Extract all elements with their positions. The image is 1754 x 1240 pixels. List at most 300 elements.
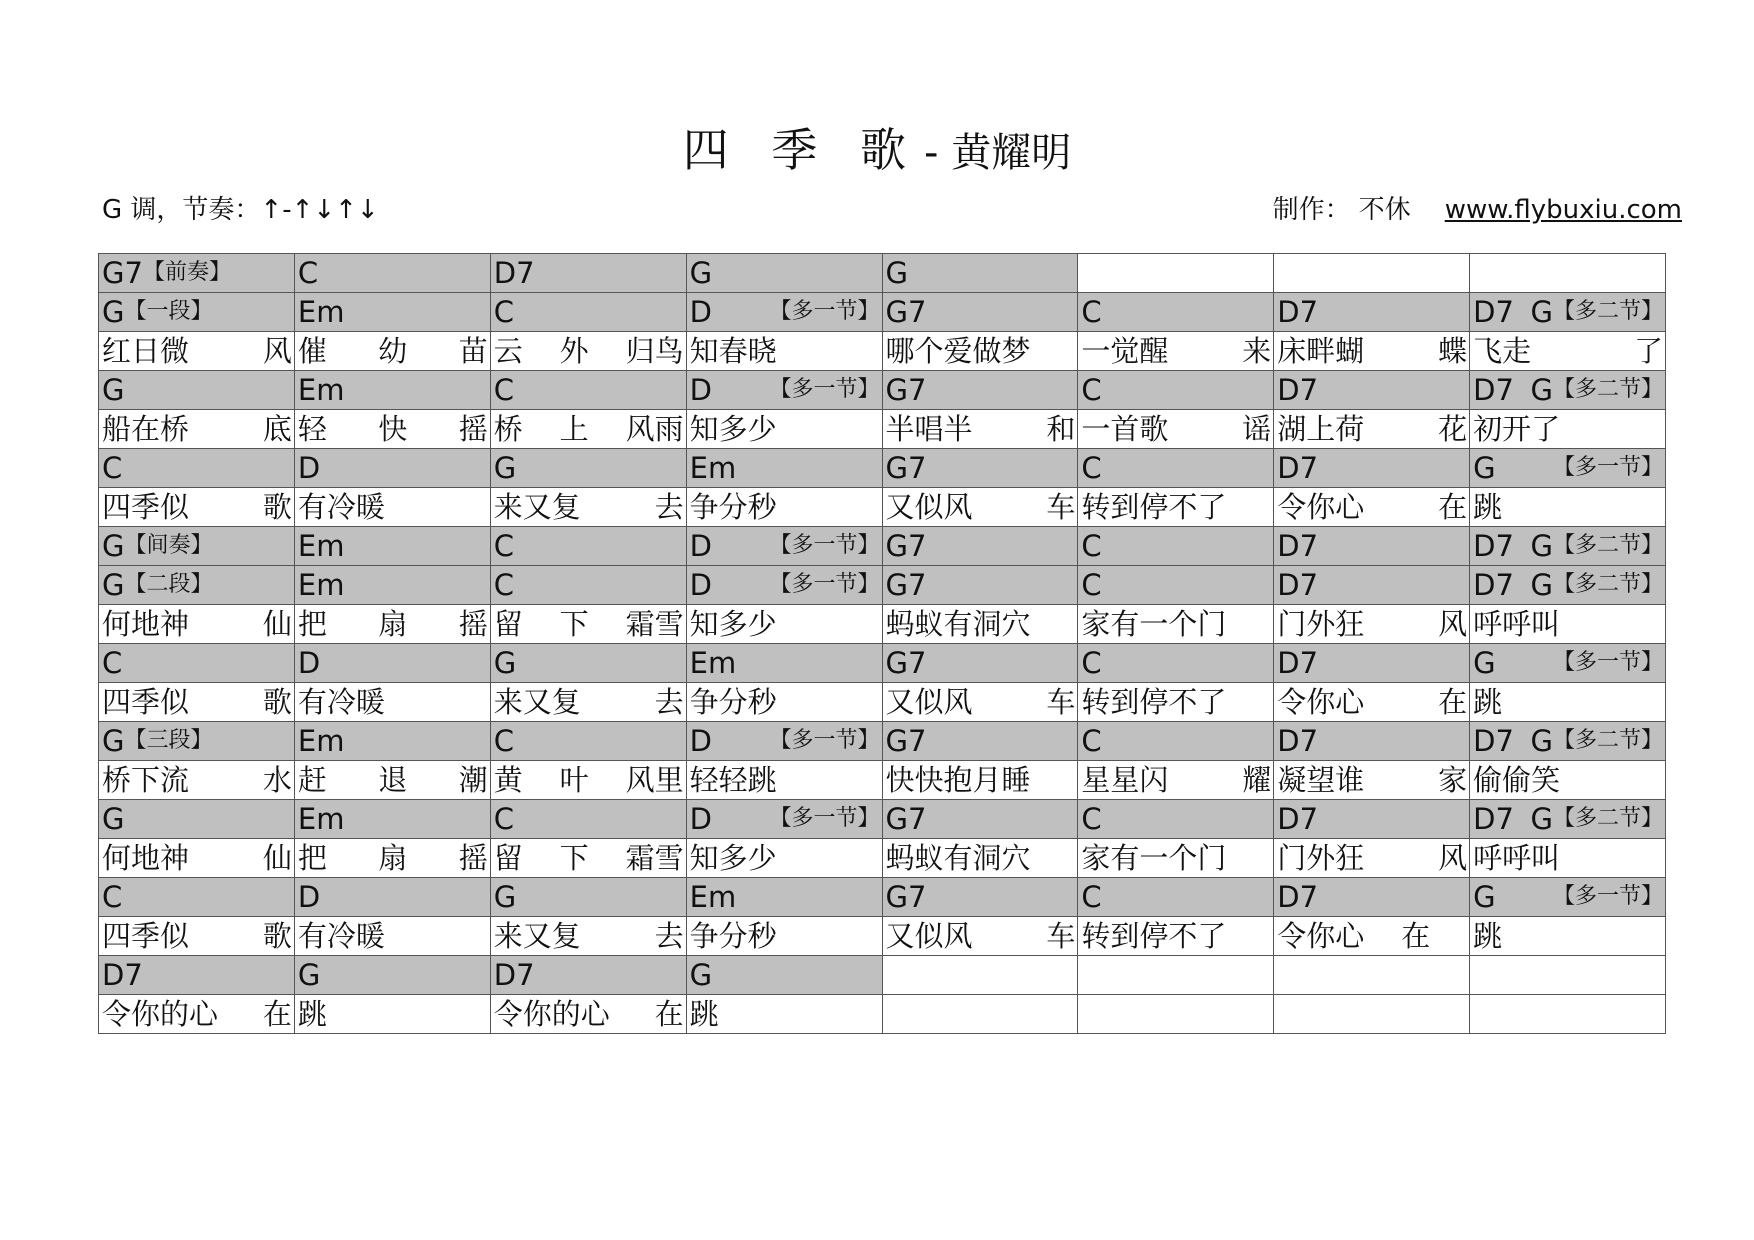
lyric-cell: [1470, 683, 1666, 722]
lyric-cell: [99, 332, 295, 371]
lyric-text: 风: [262, 334, 292, 368]
maker-name: 不休: [1358, 195, 1411, 225]
chord-name: C: [493, 568, 514, 602]
lyric-cell: [1470, 839, 1666, 878]
lyric-cell: [686, 839, 882, 878]
lyric-text: 又似风: [885, 490, 973, 524]
chord-cell: [882, 566, 1078, 605]
chord-name: D7: [1277, 724, 1319, 758]
chord-name: D7: [102, 958, 143, 992]
lyric-cell: [99, 917, 295, 956]
chord-name: Em: [297, 802, 345, 836]
chord-cell: [1470, 371, 1666, 410]
chord-cell: [294, 800, 490, 839]
chord-name: C: [297, 256, 319, 290]
lyric-text: 去: [654, 490, 684, 524]
empty-cell: [1470, 254, 1666, 293]
section-label: 【一段】: [124, 299, 213, 324]
chord-name: G: [1530, 568, 1553, 602]
chord-name: G: [102, 724, 125, 758]
lyric-text: 知春晓: [689, 334, 777, 368]
chord-name: C: [1081, 529, 1102, 563]
lyric-text: 知多少: [689, 607, 777, 641]
chord-name: D7: [1277, 802, 1319, 836]
lyric-cell: [490, 761, 686, 800]
chord-name: G: [493, 646, 517, 680]
empty-cell: [1274, 254, 1470, 293]
lyric-text: 初开了: [1473, 412, 1561, 446]
lyric-text: 有冷暖: [297, 685, 385, 719]
chord-name: C: [1081, 724, 1102, 758]
lyric-text: 赶: [297, 763, 327, 797]
chord-cell: [1470, 878, 1666, 917]
lyric-text: 跳: [1473, 685, 1503, 719]
empty-cell: [882, 956, 1078, 995]
lyric-text: 来: [1242, 334, 1272, 368]
chord-cell: [99, 527, 295, 566]
chord-name: D: [689, 529, 712, 563]
lyric-text: 底: [262, 412, 292, 446]
lyric-text: 快快抱月睡: [885, 763, 1031, 797]
chord-cell: [686, 371, 882, 410]
lyric-cell: [686, 605, 882, 644]
chord-cell: [99, 566, 295, 605]
chord-name: G: [1473, 880, 1496, 914]
lyric-cell: [1078, 410, 1274, 449]
lyric-text: 令你心: [1277, 685, 1365, 719]
chord-name: G7: [885, 373, 927, 407]
chord-cell: [1470, 566, 1666, 605]
lyric-text: 飞走: [1473, 334, 1532, 368]
chord-name: D: [689, 724, 712, 758]
lyric-text: 车: [1046, 685, 1076, 719]
lyric-text: 摇: [458, 412, 488, 446]
measure-note: 【多一节】: [1552, 650, 1663, 675]
lyric-cell: [99, 683, 295, 722]
chord-cell: [490, 527, 686, 566]
chord-cell: [294, 566, 490, 605]
lyric-cell: [294, 605, 490, 644]
chord-name: G: [1473, 451, 1496, 485]
lyric-text: 星星闪: [1081, 763, 1169, 797]
lyric-text: 去: [654, 685, 684, 719]
chord-cell: [294, 644, 490, 683]
chord-name: Em: [689, 646, 737, 680]
chord-cell: [686, 878, 882, 917]
lyric-text: 桥下流: [102, 763, 190, 797]
lyric-row: [99, 410, 1666, 449]
lyric-text: 呼呼叫: [1473, 607, 1561, 641]
chord-name: G: [1530, 724, 1553, 758]
lyric-text: 上: [559, 412, 589, 446]
empty-cell: [882, 995, 1078, 1034]
lyric-cell: [294, 488, 490, 527]
chord-name: G: [102, 529, 125, 563]
lyric-text: 叶: [559, 763, 589, 797]
chord-cell: [1274, 566, 1470, 605]
measure-note: 【多二节】: [1552, 572, 1663, 597]
song-title: 四 季 歌: [682, 123, 921, 177]
lyric-text: 和: [1046, 412, 1076, 446]
chord-cell: [294, 956, 490, 995]
chord-cell: [1078, 527, 1274, 566]
chord-name: C: [493, 802, 514, 836]
lyric-cell: [882, 332, 1078, 371]
measure-note: 【多一节】: [769, 572, 880, 597]
chord-cell: [686, 527, 882, 566]
lyric-cell: [1274, 683, 1470, 722]
lyric-cell: [1470, 761, 1666, 800]
chord-name: D7: [1473, 295, 1514, 329]
lyric-text: 令你心: [1277, 490, 1365, 524]
lyric-text: 转到停不了: [1081, 685, 1227, 719]
chord-row: [99, 878, 1666, 917]
chord-cell: [99, 293, 295, 332]
chord-name: G: [297, 958, 321, 992]
lyric-cell: [294, 839, 490, 878]
lyric-cell: [1274, 488, 1470, 527]
chord-name: D7: [1473, 724, 1514, 758]
lyric-text: 船在桥: [102, 412, 190, 446]
lyric-text: 在: [1438, 490, 1468, 524]
lyric-text: 云: [493, 334, 523, 368]
chord-name: D7: [1277, 568, 1319, 602]
lyric-cell: [686, 683, 882, 722]
lyric-text: 有冷暖: [297, 919, 385, 953]
lyric-text: 来又复: [493, 919, 581, 953]
lyric-text: 风: [1438, 841, 1468, 875]
empty-cell: [1078, 254, 1274, 293]
measure-note: 【多二节】: [1552, 728, 1663, 753]
chord-cell: [490, 644, 686, 683]
lyric-cell: [1274, 605, 1470, 644]
chord-cell: [99, 644, 295, 683]
lyric-cell: [882, 761, 1078, 800]
chord-name: C: [1081, 451, 1102, 485]
lyric-text: 知多少: [689, 841, 777, 875]
lyric-cell: [490, 995, 686, 1034]
chord-cell: [882, 878, 1078, 917]
lyric-row: [99, 839, 1666, 878]
lyric-cell: [294, 761, 490, 800]
chord-name: D7: [1277, 880, 1319, 914]
chord-name: Em: [689, 451, 737, 485]
lyric-cell: [294, 683, 490, 722]
chord-cell: [882, 449, 1078, 488]
lyric-text: 风雨: [625, 412, 684, 446]
lyric-cell: [1470, 332, 1666, 371]
lyric-cell: [1274, 839, 1470, 878]
lyric-text: 跳: [1473, 919, 1503, 953]
chord-cell: [882, 800, 1078, 839]
chord-name: Em: [297, 529, 345, 563]
chord-cell: [99, 878, 295, 917]
chord-cell: [99, 371, 295, 410]
lyric-text: 有冷暖: [297, 490, 385, 524]
lyric-text: 潮: [458, 763, 488, 797]
sheet-title: [0, 122, 1754, 181]
lyric-cell: [1078, 605, 1274, 644]
chord-name: G: [885, 256, 908, 290]
lyric-cell: [686, 761, 882, 800]
chord-cell: [1078, 644, 1274, 683]
chord-name: D: [297, 646, 321, 680]
lyric-cell: [1470, 488, 1666, 527]
lyric-cell: [686, 917, 882, 956]
chord-cell: [294, 722, 490, 761]
lyric-text: 蚂蚁有洞穴: [885, 607, 1031, 641]
chord-name: D7: [493, 958, 535, 992]
measure-note: 【多一节】: [769, 377, 880, 402]
empty-cell: [1274, 956, 1470, 995]
lyric-text: 下: [559, 841, 589, 875]
empty-cell: [1470, 956, 1666, 995]
lyric-row: [99, 605, 1666, 644]
credits: [1273, 192, 1682, 228]
chord-cell: [1078, 722, 1274, 761]
lyric-cell: [1274, 917, 1470, 956]
chord-name: D7: [1277, 295, 1319, 329]
lyric-cell: [99, 605, 295, 644]
lyric-row: [99, 917, 1666, 956]
lyric-cell: [1470, 605, 1666, 644]
lyric-text: 把: [297, 607, 327, 641]
chord-cell: [1274, 800, 1470, 839]
chord-cell: [1078, 449, 1274, 488]
chord-cell: [882, 371, 1078, 410]
chord-name: G7: [885, 568, 927, 602]
lyric-text: 争分秒: [689, 919, 777, 953]
lyric-text: 门外狂: [1277, 841, 1365, 875]
lyric-text: 湖上荷: [1277, 412, 1365, 446]
lyric-text: 归鸟: [625, 334, 684, 368]
chord-name: D7: [493, 256, 535, 290]
lyric-cell: [686, 410, 882, 449]
lyric-text: 哪个爱做梦: [885, 334, 1031, 368]
measure-note: 【多一节】: [1552, 884, 1663, 909]
lyric-cell: [882, 917, 1078, 956]
measure-note: 【多一节】: [769, 806, 880, 831]
lyric-text: 蝶: [1438, 334, 1468, 368]
chord-cell: [1274, 293, 1470, 332]
lyric-text: 催: [297, 334, 327, 368]
lyric-text: 在: [1438, 685, 1468, 719]
lyric-text: 知多少: [689, 412, 777, 446]
chord-name: Em: [689, 880, 737, 914]
chord-name: G: [102, 802, 125, 836]
lyric-cell: [1078, 917, 1274, 956]
chord-name: G: [102, 568, 125, 602]
chord-name: D: [297, 451, 321, 485]
lyric-cell: [1274, 761, 1470, 800]
chord-name: G: [493, 880, 517, 914]
lyric-text: 来又复: [493, 685, 581, 719]
lyric-cell: [490, 410, 686, 449]
lyric-text: 把: [297, 841, 327, 875]
lyric-cell: [882, 605, 1078, 644]
chord-name: D7: [1473, 568, 1514, 602]
section-label: 【间奏】: [124, 533, 213, 558]
lyric-cell: [1470, 917, 1666, 956]
chord-sheet-body: [99, 254, 1666, 1034]
measure-note: 【多二节】: [1552, 533, 1663, 558]
chord-name: D: [297, 880, 321, 914]
chord-row: [99, 371, 1666, 410]
chord-name: G7: [885, 451, 927, 485]
chord-name: C: [102, 646, 123, 680]
lyric-text: 留: [493, 607, 523, 641]
lyric-cell: [686, 995, 882, 1034]
lyric-cell: [1078, 683, 1274, 722]
lyric-text: 家有一个门: [1081, 841, 1227, 875]
lyric-cell: [882, 488, 1078, 527]
lyric-text: 令你心: [1277, 919, 1365, 953]
chord-name: G7: [885, 529, 927, 563]
measure-note: 【多一节】: [1552, 455, 1663, 480]
lyric-cell: [99, 761, 295, 800]
chord-cell: [294, 293, 490, 332]
lyric-text: 凝望谁: [1277, 763, 1365, 797]
chord-name: G: [102, 295, 125, 329]
chord-name: C: [102, 880, 123, 914]
lyric-cell: [1274, 410, 1470, 449]
chord-cell: [686, 566, 882, 605]
chord-row: [99, 566, 1666, 605]
chord-cell: [294, 878, 490, 917]
chord-name: G: [102, 373, 125, 407]
website-link[interactable]: www.flybuxiu.com: [1444, 195, 1682, 225]
lyric-cell: [1274, 332, 1470, 371]
chord-cell: [99, 722, 295, 761]
chord-name: D: [689, 802, 712, 836]
lyric-cell: [686, 488, 882, 527]
chord-cell: [1470, 449, 1666, 488]
chord-row: [99, 527, 1666, 566]
lyric-text: 呼呼叫: [1473, 841, 1561, 875]
lyric-text: 四季似: [102, 685, 190, 719]
lyric-row: [99, 995, 1666, 1034]
chord-cell: [490, 800, 686, 839]
chord-name: C: [1081, 646, 1102, 680]
lyric-text: 一觉醒: [1081, 334, 1169, 368]
lyric-cell: [490, 332, 686, 371]
lyric-text: 幼: [378, 334, 408, 368]
chord-cell: [1078, 566, 1274, 605]
chord-name: C: [493, 724, 514, 758]
chord-cell: [1078, 800, 1274, 839]
lyric-text: 去: [654, 919, 684, 953]
maker-label: 制作：: [1272, 195, 1351, 225]
measure-note: 【多二节】: [1552, 806, 1663, 831]
lyric-cell: [882, 410, 1078, 449]
lyric-text: 转到停不了: [1081, 919, 1227, 953]
lyric-cell: [294, 917, 490, 956]
chord-name: C: [493, 295, 514, 329]
lyric-text: 黄: [493, 763, 523, 797]
lyric-text: 水: [262, 763, 292, 797]
measure-note: 【多一节】: [769, 533, 880, 558]
measure-note: 【多二节】: [1552, 299, 1663, 324]
lyric-text: 跳: [689, 997, 719, 1031]
chord-cell: [490, 449, 686, 488]
chord-cell: [490, 566, 686, 605]
chord-cell: [294, 527, 490, 566]
chord-row: [99, 644, 1666, 683]
chord-name: G7: [102, 256, 143, 290]
lyric-text: 令你的心: [102, 997, 219, 1031]
chord-cell: [1274, 371, 1470, 410]
chord-name: D: [689, 568, 712, 602]
chord-cell: [1078, 293, 1274, 332]
lyric-text: 下: [559, 607, 589, 641]
lyric-text: 留: [493, 841, 523, 875]
lyric-text: 霜雪: [625, 841, 684, 875]
lyric-cell: [294, 995, 490, 1034]
lyric-text: 一首歌: [1081, 412, 1169, 446]
lyric-text: 令你的心: [493, 997, 610, 1031]
lyric-text: 耀: [1242, 763, 1272, 797]
lyric-text: 争分秒: [689, 490, 777, 524]
lyric-text: 争分秒: [689, 685, 777, 719]
chord-cell: [294, 371, 490, 410]
lyric-text: 家: [1438, 763, 1468, 797]
chord-name: G: [1530, 802, 1553, 836]
chord-name: D7: [1473, 802, 1514, 836]
chord-name: C: [1081, 880, 1102, 914]
key-and-rhythm: G 调，节奏：↑-↑↓↑↓: [102, 195, 379, 225]
chord-name: C: [493, 373, 514, 407]
chord-name: G: [493, 451, 517, 485]
lyric-text: 谣: [1242, 412, 1272, 446]
chord-name: C: [1081, 568, 1102, 602]
chord-cell: [1078, 878, 1274, 917]
chord-cell: [490, 293, 686, 332]
chord-cell: [686, 449, 882, 488]
chord-name: C: [493, 529, 514, 563]
lyric-text: 快: [378, 412, 408, 446]
lyric-cell: [1078, 839, 1274, 878]
chord-name: G7: [885, 880, 927, 914]
chord-name: D7: [1277, 646, 1319, 680]
lyric-text: 蚂蚁有洞穴: [885, 841, 1031, 875]
chord-cell: [490, 956, 686, 995]
chord-cell: [99, 254, 295, 293]
lyric-cell: [99, 410, 295, 449]
chord-cell: [1470, 644, 1666, 683]
lyric-row: [99, 683, 1666, 722]
lyric-text: 花: [1438, 412, 1468, 446]
chord-cell: [882, 293, 1078, 332]
chord-name: D7: [1473, 373, 1514, 407]
lyric-row: [99, 761, 1666, 800]
lyric-cell: [490, 683, 686, 722]
lyric-text: 轻: [297, 412, 327, 446]
lyric-text: 跳: [1473, 490, 1503, 524]
lyric-text: 轻轻跳: [689, 763, 777, 797]
chord-name: G7: [885, 802, 927, 836]
chord-cell: [294, 254, 490, 293]
chord-cell: [490, 254, 686, 293]
chord-cell: [1470, 800, 1666, 839]
lyric-text: 风: [1438, 607, 1468, 641]
lyric-text: 车: [1046, 919, 1076, 953]
chord-row: [99, 722, 1666, 761]
chord-cell: [490, 371, 686, 410]
lyric-cell: [1470, 410, 1666, 449]
chord-row: [99, 293, 1666, 332]
empty-cell: [1274, 995, 1470, 1034]
chord-cell: [1274, 527, 1470, 566]
